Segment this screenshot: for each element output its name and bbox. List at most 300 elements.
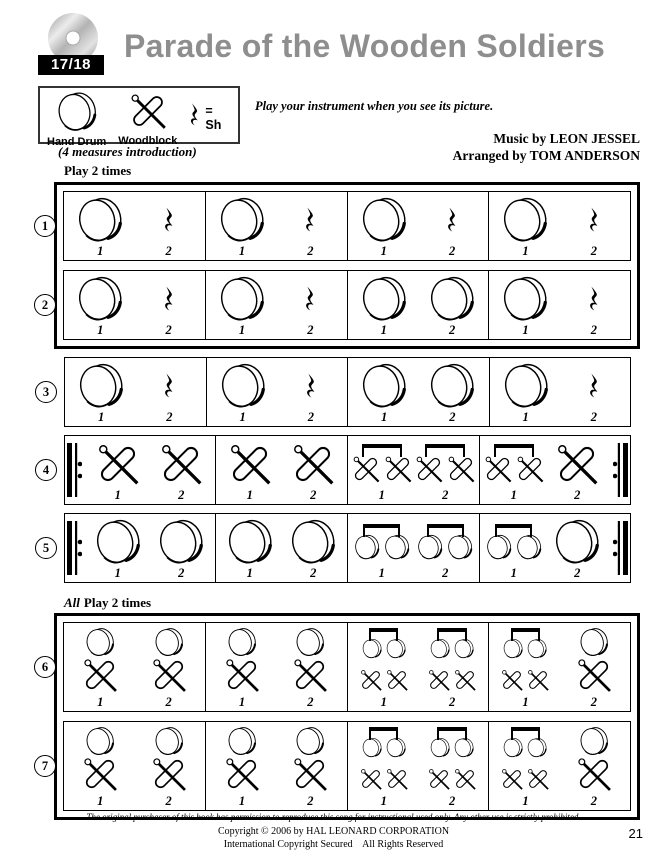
measure-3 bbox=[348, 722, 490, 810]
line-box bbox=[63, 191, 631, 261]
hand-drum-icon bbox=[84, 726, 116, 756]
beat-2 bbox=[276, 626, 344, 710]
beat-count-label: 2 bbox=[307, 243, 314, 258]
end-repeat-icon bbox=[611, 436, 630, 504]
woodblock-eighth-pair bbox=[500, 658, 550, 692]
icon-slot bbox=[427, 274, 477, 324]
measure-2 bbox=[206, 271, 348, 339]
hand-drum-icon bbox=[359, 362, 409, 409]
quarter-rest-icon bbox=[304, 286, 316, 312]
page-number: 21 bbox=[628, 826, 643, 841]
icon-slot bbox=[500, 195, 550, 245]
beat-1 bbox=[350, 725, 418, 809]
measure-2 bbox=[206, 722, 348, 810]
icon-slot bbox=[158, 439, 204, 489]
beat-count-label: 1 bbox=[98, 409, 105, 424]
eighth-beam-icon bbox=[363, 524, 400, 537]
hand-drum-icon bbox=[578, 726, 610, 756]
icon-slot bbox=[163, 195, 175, 245]
drum-and-woodblock-stack bbox=[575, 727, 613, 793]
beat-2 bbox=[560, 725, 628, 809]
quarter-rest-icon bbox=[588, 286, 600, 312]
hand-drum-icon bbox=[552, 518, 602, 565]
beat-2 bbox=[282, 517, 346, 581]
score-line-2 bbox=[41, 270, 631, 340]
eighth-beam-icon bbox=[369, 628, 398, 641]
beat-2 bbox=[134, 626, 202, 710]
beat-1 bbox=[491, 274, 559, 338]
beat-2 bbox=[150, 517, 214, 581]
score-line-3 bbox=[42, 357, 631, 427]
beat-count-label: 2 bbox=[307, 409, 314, 424]
beat-count-label: 1 bbox=[97, 243, 104, 258]
eighth-beam-icon bbox=[362, 444, 402, 457]
drum-and-woodblock-eighth-stack bbox=[500, 728, 550, 791]
beat-2 bbox=[560, 361, 628, 425]
icon-slot bbox=[552, 517, 602, 567]
icon-slot bbox=[485, 517, 543, 567]
icon-slot bbox=[588, 361, 600, 411]
quarter-rest-icon bbox=[163, 373, 175, 399]
beat-count-label: 2 bbox=[178, 565, 185, 580]
measure-3 bbox=[348, 623, 490, 711]
drum-and-woodblock-stack bbox=[223, 628, 261, 694]
line-number-badge: 6 bbox=[34, 656, 56, 678]
beat-count-label: 2 bbox=[442, 565, 449, 580]
quarter-rest-icon bbox=[588, 373, 600, 399]
hand-drum-icon bbox=[93, 518, 143, 565]
beat-2 bbox=[135, 361, 203, 425]
woodblock-eighth-pair bbox=[359, 757, 409, 791]
icon-slot bbox=[359, 361, 409, 411]
icon-slot bbox=[81, 725, 119, 795]
hand-drum-icon bbox=[501, 362, 551, 409]
icon-slot bbox=[95, 439, 141, 489]
measure-1 bbox=[65, 358, 207, 426]
woodblock-icon bbox=[500, 767, 524, 791]
measure-4 bbox=[489, 192, 630, 260]
icon-slot bbox=[304, 195, 316, 245]
icon-slot bbox=[588, 274, 600, 324]
beat-count-label: 2 bbox=[590, 409, 597, 424]
line-number-badge: 3 bbox=[35, 381, 57, 403]
icon-slot bbox=[163, 274, 175, 324]
beat-2 bbox=[418, 195, 486, 259]
beat-count-label: 2 bbox=[165, 694, 172, 709]
hand-drum-icon bbox=[225, 518, 275, 565]
rest-equals-label: = Sh bbox=[205, 103, 222, 132]
beat-2 bbox=[418, 725, 486, 809]
woodblock-eighth-pair bbox=[427, 757, 477, 791]
hand-drum-eighth-pair bbox=[353, 524, 411, 560]
line-number-badge: 5 bbox=[35, 537, 57, 559]
icon-slot bbox=[223, 725, 261, 795]
woodblock-icon bbox=[359, 767, 383, 791]
hand-drum-icon bbox=[75, 275, 125, 322]
arranged-by: Arranged by TOM ANDERSON bbox=[452, 148, 640, 164]
measure-2 bbox=[216, 436, 348, 504]
hand-drum-icon bbox=[288, 518, 338, 565]
line-number-badge: 2 bbox=[34, 294, 56, 316]
beat-1 bbox=[208, 195, 276, 259]
hand-drum-icon bbox=[500, 196, 550, 243]
beat-2 bbox=[560, 195, 628, 259]
quarter-rest-icon bbox=[446, 207, 458, 233]
woodblock-icon bbox=[383, 454, 413, 484]
beat-1 bbox=[66, 195, 134, 259]
beat-count-label: 2 bbox=[590, 243, 597, 258]
beat-2 bbox=[546, 439, 610, 503]
quarter-rest-icon bbox=[163, 207, 175, 233]
drum-and-woodblock-stack bbox=[81, 727, 119, 793]
beat-count-label: 1 bbox=[114, 487, 121, 502]
beat-count-label: 1 bbox=[380, 322, 387, 337]
beat-1 bbox=[491, 626, 559, 710]
hand-drum-icon bbox=[217, 196, 267, 243]
hand-drum-icon bbox=[76, 362, 126, 409]
icon-slot bbox=[575, 626, 613, 696]
beat-2 bbox=[414, 517, 478, 581]
hand-drum-icon bbox=[385, 638, 407, 659]
hand-drum-icon bbox=[294, 627, 326, 657]
measure-1 bbox=[64, 271, 206, 339]
beat-2 bbox=[277, 361, 345, 425]
beat-count-label: 1 bbox=[380, 793, 387, 808]
hand-drum-icon bbox=[226, 726, 258, 756]
beat-count-label: 1 bbox=[522, 793, 529, 808]
hand-drum-icon bbox=[294, 726, 326, 756]
score bbox=[38, 163, 640, 828]
all-label: All bbox=[64, 595, 80, 610]
beat-1 bbox=[482, 517, 546, 581]
woodblock-icon bbox=[414, 454, 444, 484]
beat-2 bbox=[414, 439, 478, 503]
woodblock-icon bbox=[385, 767, 409, 791]
instrument-legend-box bbox=[38, 86, 240, 148]
beat-1 bbox=[218, 439, 282, 503]
drum-and-woodblock-stack bbox=[150, 727, 188, 793]
beat-count-label: 1 bbox=[238, 694, 246, 709]
lines-3-4-5 bbox=[38, 357, 640, 583]
hand-drum-eighth-pair bbox=[361, 628, 407, 659]
drum-and-woodblock-stack bbox=[291, 727, 329, 793]
hand-drum-icon bbox=[359, 275, 409, 322]
woodblock-icon bbox=[359, 668, 383, 692]
beat-count-label: 2 bbox=[178, 487, 185, 502]
beat-count-label: 2 bbox=[166, 409, 173, 424]
beat-count-label: 2 bbox=[307, 322, 314, 337]
drum-and-woodblock-eighth-stack bbox=[427, 728, 477, 791]
measure-2 bbox=[216, 514, 348, 582]
woodblock-icon bbox=[515, 454, 545, 484]
measure-3 bbox=[348, 192, 490, 260]
beat-2 bbox=[276, 274, 344, 338]
beat-count-label: 2 bbox=[448, 694, 456, 709]
page-title: Parade of the Wooden Soldiers bbox=[124, 28, 606, 64]
score-line-5 bbox=[42, 513, 631, 583]
cd-track-number: 17/18 bbox=[38, 55, 104, 75]
woodblock-icon bbox=[227, 441, 273, 487]
drum-and-woodblock-stack bbox=[150, 628, 188, 694]
icon-slot bbox=[427, 361, 477, 411]
icon-slot bbox=[156, 517, 206, 567]
beat-2 bbox=[560, 626, 628, 710]
beat-count-label: 1 bbox=[97, 694, 104, 709]
quarter-rest-icon bbox=[305, 373, 317, 399]
icon-slot bbox=[223, 626, 261, 696]
hand-drum-icon bbox=[427, 362, 477, 409]
woodblock-icon bbox=[150, 755, 188, 793]
beat-count-label: 2 bbox=[442, 487, 449, 502]
icon-slot bbox=[414, 439, 476, 489]
woodblock-icon bbox=[526, 668, 550, 692]
beat-count-label: 1 bbox=[378, 565, 385, 580]
icon-slot bbox=[217, 274, 267, 324]
woodblock-icon bbox=[575, 656, 613, 694]
beat-count-label: 1 bbox=[238, 322, 246, 337]
beat-count-label: 2 bbox=[310, 487, 317, 502]
quarter-rest-icon bbox=[163, 286, 175, 312]
woodblock-icon bbox=[150, 656, 188, 694]
hand-drum-icon bbox=[515, 534, 543, 560]
measure-4 bbox=[489, 271, 630, 339]
beat-count-label: 1 bbox=[510, 565, 517, 580]
copyright-line2: International Copyright Secured All Rights Reserved bbox=[223, 839, 444, 850]
woodblock-icon bbox=[526, 767, 550, 791]
line-box bbox=[63, 622, 631, 712]
beat-2 bbox=[546, 517, 610, 581]
legend-rest bbox=[189, 103, 231, 132]
beat-count-label: 1 bbox=[510, 487, 517, 502]
measure-1 bbox=[64, 623, 206, 711]
icon-slot bbox=[150, 725, 188, 795]
end-repeat-icon bbox=[611, 514, 630, 582]
beat-1 bbox=[66, 725, 134, 809]
eighth-beam-icon bbox=[494, 444, 534, 457]
beat-count-label: 1 bbox=[522, 243, 529, 258]
music-by: Music by LEON JESSEL bbox=[493, 131, 640, 146]
measure-4 bbox=[480, 514, 611, 582]
hand-drum-icon bbox=[453, 638, 475, 659]
beat-count-label: 2 bbox=[574, 487, 581, 502]
beat-1 bbox=[350, 195, 418, 259]
measure-2 bbox=[206, 192, 348, 260]
beat-1 bbox=[218, 517, 282, 581]
woodblock-icon bbox=[223, 755, 261, 793]
page-header bbox=[38, 12, 640, 84]
woodblock-eighth-pair bbox=[427, 658, 477, 692]
drum-and-woodblock-eighth-stack bbox=[427, 629, 477, 692]
quarter-rest-icon bbox=[304, 207, 316, 233]
icon-slot bbox=[227, 439, 273, 489]
hand-drum-icon bbox=[485, 534, 513, 560]
repeat-group-lines-6-7 bbox=[41, 613, 640, 820]
drum-and-woodblock-stack bbox=[81, 628, 119, 694]
hand-drum-icon bbox=[500, 275, 550, 322]
beat-1 bbox=[350, 517, 414, 581]
beat-count-label: 1 bbox=[97, 793, 104, 808]
icon-slot bbox=[483, 439, 545, 489]
beat-count-label: 2 bbox=[165, 793, 172, 808]
icon-slot bbox=[427, 725, 477, 795]
beat-count-label: 2 bbox=[448, 322, 456, 337]
line-number-badge: 1 bbox=[34, 215, 56, 237]
hand-drum-eighth-pair bbox=[361, 727, 407, 758]
hand-drum-eighth-pair bbox=[485, 524, 543, 560]
woodblock-icon bbox=[385, 668, 409, 692]
woodblock-icon bbox=[427, 668, 451, 692]
hand-drum-eighth-pair bbox=[429, 628, 475, 659]
cd-track-badge bbox=[38, 12, 116, 75]
drum-and-woodblock-stack bbox=[575, 628, 613, 694]
icon-slot bbox=[217, 195, 267, 245]
hand-drum-icon bbox=[153, 627, 185, 657]
line-box bbox=[63, 270, 631, 340]
woodblock-icon bbox=[453, 668, 477, 692]
beat-1 bbox=[350, 439, 414, 503]
woodblock-icon bbox=[483, 454, 513, 484]
hand-drum-icon bbox=[75, 196, 125, 243]
hand-drum-icon bbox=[359, 196, 409, 243]
eighth-beam-icon bbox=[425, 444, 465, 457]
drum-and-woodblock-eighth-stack bbox=[359, 629, 409, 692]
beat-count-label: 2 bbox=[449, 409, 456, 424]
beat-count-label: 1 bbox=[522, 694, 529, 709]
hand-drum-icon bbox=[526, 638, 548, 659]
beat-1 bbox=[491, 195, 559, 259]
icon-slot bbox=[359, 725, 409, 795]
icon-slot bbox=[76, 361, 126, 411]
icon-slot bbox=[288, 517, 338, 567]
woodblock-icon bbox=[81, 755, 119, 793]
eighth-beam-icon bbox=[495, 524, 532, 537]
beat-1 bbox=[67, 361, 135, 425]
icon-slot bbox=[359, 274, 409, 324]
line-box bbox=[64, 435, 631, 505]
beat-1 bbox=[482, 439, 546, 503]
icon-slot bbox=[150, 626, 188, 696]
line-box bbox=[63, 721, 631, 811]
beat-1 bbox=[350, 626, 418, 710]
measure-1 bbox=[64, 192, 206, 260]
beat-1 bbox=[350, 361, 418, 425]
beat-count-label: 2 bbox=[448, 793, 456, 808]
icon-slot bbox=[290, 439, 336, 489]
measure-4 bbox=[480, 436, 611, 504]
eighth-beam-icon bbox=[437, 727, 466, 740]
eighth-beam-icon bbox=[369, 727, 398, 740]
beat-count-label: 1 bbox=[114, 565, 121, 580]
measure-3 bbox=[348, 436, 480, 504]
woodblock-eighth-pair bbox=[500, 757, 550, 791]
hand-drum-eighth-pair bbox=[502, 628, 548, 659]
beat-2 bbox=[418, 626, 486, 710]
line-box bbox=[64, 513, 631, 583]
beat-2 bbox=[418, 361, 486, 425]
beat-2 bbox=[134, 195, 202, 259]
legend-woodblock bbox=[118, 91, 177, 147]
hand-drum-icon bbox=[429, 638, 451, 659]
drum-and-woodblock-stack bbox=[291, 628, 329, 694]
beat-2 bbox=[560, 274, 628, 338]
woodblock-icon bbox=[351, 454, 381, 484]
hand-drum-icon bbox=[385, 737, 407, 758]
hand-drum-icon bbox=[55, 91, 99, 137]
all-play-2-times-directive: All Play 2 times bbox=[64, 595, 152, 610]
intro-note: (4 measures introduction) bbox=[58, 144, 197, 159]
woodblock-eighth-pair bbox=[483, 444, 545, 484]
beat-count-label: 1 bbox=[522, 322, 529, 337]
icon-slot bbox=[500, 626, 550, 696]
hand-drum-icon bbox=[427, 275, 477, 322]
copyright-block bbox=[0, 825, 667, 851]
icon-slot bbox=[163, 361, 175, 411]
icon-slot bbox=[75, 274, 125, 324]
beat-count-label: 2 bbox=[165, 243, 172, 258]
icon-slot bbox=[501, 361, 551, 411]
woodblock-label: Woodblock bbox=[118, 135, 178, 147]
hand-drum-icon bbox=[353, 534, 381, 560]
beat-2 bbox=[418, 274, 486, 338]
beat-2 bbox=[150, 439, 214, 503]
beat-count-label: 1 bbox=[522, 409, 529, 424]
icon-slot bbox=[575, 725, 613, 795]
beat-count-label: 2 bbox=[310, 565, 317, 580]
hand-drum-icon bbox=[502, 638, 524, 659]
woodblock-icon bbox=[453, 767, 477, 791]
beat-count-label: 2 bbox=[590, 793, 597, 808]
hand-drum-icon bbox=[502, 737, 524, 758]
measure-2 bbox=[206, 623, 348, 711]
hand-drum-eighth-pair bbox=[502, 727, 548, 758]
woodblock-icon bbox=[128, 91, 168, 131]
quarter-rest-icon bbox=[189, 103, 200, 132]
beat-count-label: 1 bbox=[380, 694, 387, 709]
woodblock-eighth-pair bbox=[351, 444, 413, 484]
measure-3 bbox=[348, 271, 490, 339]
icon-slot bbox=[305, 361, 317, 411]
beat-2 bbox=[134, 274, 202, 338]
eighth-beam-icon bbox=[511, 628, 540, 641]
woodblock-icon bbox=[291, 656, 329, 694]
credits bbox=[453, 130, 640, 165]
beat-count-label: 2 bbox=[448, 243, 456, 258]
beat-2 bbox=[134, 725, 202, 809]
woodblock-icon bbox=[575, 755, 613, 793]
woodblock-icon bbox=[500, 668, 524, 692]
beat-2 bbox=[276, 725, 344, 809]
measure-3 bbox=[348, 358, 490, 426]
copyright-line1: Copyright © 2006 by HAL LEONARD CORPORATION bbox=[217, 826, 450, 837]
beat-1 bbox=[66, 274, 134, 338]
beat-1 bbox=[66, 626, 134, 710]
icon-slot bbox=[359, 626, 409, 696]
icon-slot bbox=[93, 517, 143, 567]
score-line-4 bbox=[42, 435, 631, 505]
hand-drum-icon bbox=[226, 627, 258, 657]
woodblock-icon bbox=[554, 441, 600, 487]
hand-drum-icon bbox=[453, 737, 475, 758]
legend-hand-drum bbox=[47, 91, 106, 148]
score-line-1 bbox=[41, 191, 631, 261]
begin-repeat-icon bbox=[65, 436, 84, 504]
beat-count-label: 1 bbox=[238, 793, 246, 808]
hand-drum-icon bbox=[361, 638, 383, 659]
hand-drum-eighth-pair bbox=[429, 727, 475, 758]
measure-4 bbox=[489, 623, 630, 711]
eighth-beam-icon bbox=[437, 628, 466, 641]
quarter-rest-icon bbox=[588, 207, 600, 233]
